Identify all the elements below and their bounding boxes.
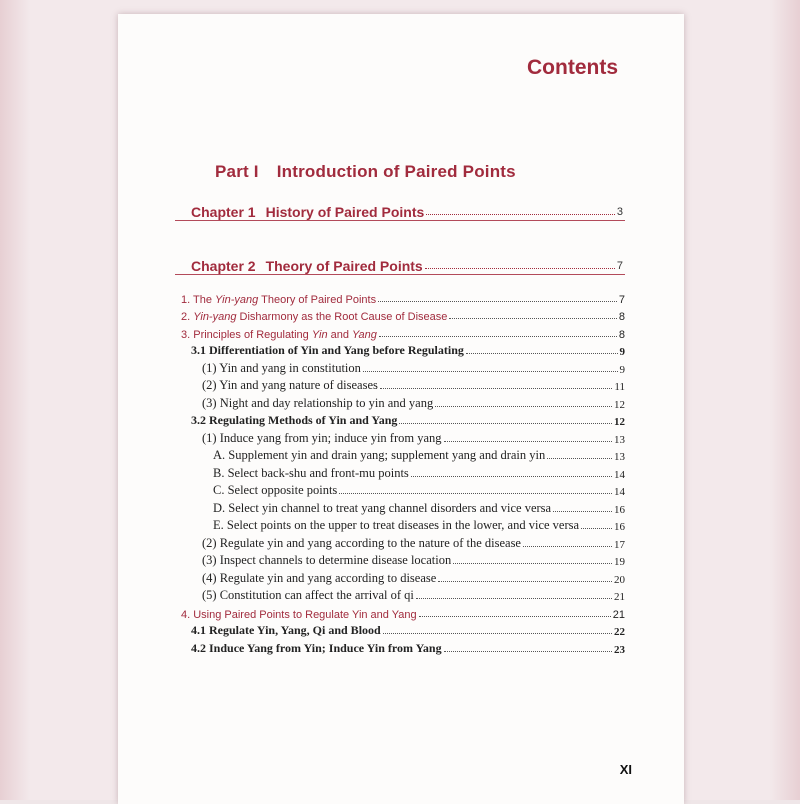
chapter-2-page: 7 — [616, 260, 623, 272]
toc-entry-page: 16 — [614, 503, 625, 516]
leader-dots — [399, 423, 612, 424]
leader-dots — [416, 598, 612, 599]
toc-entries — [175, 288, 625, 656]
leader-dots — [553, 511, 612, 512]
toc-entry-page: 13 — [614, 433, 625, 446]
toc-entry[interactable] — [175, 498, 625, 516]
toc-entry-page: 17 — [614, 538, 625, 551]
toc-entry[interactable] — [175, 411, 625, 429]
toc-entry[interactable] — [175, 481, 625, 499]
toc-entry-page: 8 — [618, 328, 625, 341]
toc-entry-page: 19 — [614, 556, 625, 568]
leader-dots — [411, 476, 612, 477]
toc-entry[interactable] — [175, 638, 625, 656]
chapter-2-title: Theory of Paired Points — [265, 258, 423, 274]
toc-entry[interactable] — [175, 393, 625, 411]
leader-dots — [426, 214, 615, 215]
toc-entry-page: 9 — [619, 346, 625, 358]
leader-dots — [378, 301, 617, 302]
toc-entry-page: 22 — [614, 626, 625, 638]
toc-entry-title: (3) Night and day relationship to yin and yang — [202, 395, 434, 410]
toc-entry-title: 3.2 Regulating Methods of Yin and Yang — [191, 413, 398, 427]
toc-entry[interactable] — [175, 568, 625, 586]
leader-dots — [449, 318, 616, 319]
chapter-1-title: History of Paired Points — [265, 204, 425, 220]
toc-entry[interactable] — [175, 516, 625, 534]
toc-entry-title: 2. Yin-yang Disharmony as the Root Cause of Disease — [181, 311, 448, 323]
part-title: Introduction of Paired Points — [276, 162, 516, 181]
toc-entry-page: 12 — [614, 398, 625, 411]
toc-entry-title: A. Supplement yin and drain yang; supplement yang and drain yin — [213, 448, 546, 462]
toc-entry-title: 4.2 Induce Yang from Yin; Induce Yin from Yang — [191, 640, 442, 655]
toc-entry[interactable] — [175, 533, 625, 551]
toc-entry-title: (1) Induce yang from yin; induce yin from yang — [202, 430, 442, 445]
chapter-2-number: Chapter 2 — [191, 258, 256, 274]
leader-dots — [444, 651, 612, 652]
chapter-2-row[interactable] — [175, 252, 625, 275]
toc-entry-page: 16 — [614, 521, 625, 533]
leader-dots — [363, 371, 618, 372]
toc-entry-title: 4.1 Regulate Yin, Yang, Qi and Blood — [191, 623, 381, 637]
toc-entry-page: 21 — [612, 608, 625, 621]
toc-entry-title: 3. Principles of Regulating Yin and Yang — [181, 328, 377, 341]
leader-dots — [581, 528, 612, 529]
toc-entry-page: 13 — [614, 451, 625, 463]
toc-entry-page: 21 — [614, 591, 625, 603]
toc-entry[interactable] — [175, 358, 625, 376]
leader-dots — [419, 616, 611, 617]
leader-dots — [547, 458, 612, 459]
toc-entry-title: E. Select points on the upper to treat diseases in the lower, and vice versa — [213, 518, 580, 532]
leader-dots — [339, 493, 612, 494]
chapter-2-label — [175, 258, 423, 274]
leader-dots — [383, 633, 612, 634]
toc-entry[interactable] — [175, 376, 625, 394]
leader-dots — [380, 388, 613, 389]
toc-entry-page: 7 — [618, 293, 625, 306]
toc-entry-title: 3.1 Differentiation of Yin and Yang before Regulating — [191, 343, 464, 357]
toc-entry-page: 20 — [614, 573, 625, 586]
part-number: Part I — [215, 162, 259, 181]
toc-entry[interactable] — [175, 551, 625, 569]
toc-entry[interactable] — [175, 288, 625, 306]
toc-entry[interactable] — [175, 306, 625, 324]
toc-entry[interactable] — [175, 446, 625, 464]
toc-entry-title: (2) Yin and yang nature of diseases — [202, 378, 378, 392]
chapter-1-label — [175, 204, 424, 220]
leader-dots — [379, 336, 617, 337]
leader-dots — [425, 268, 615, 269]
leader-dots — [523, 546, 612, 547]
contents-heading: Contents — [527, 56, 618, 79]
toc-entry-page: 11 — [614, 381, 625, 393]
chapter-1-row[interactable] — [175, 198, 625, 221]
toc-entry-title: (4) Regulate yin and yang according to disease — [202, 570, 437, 585]
toc-entry-page: 8 — [618, 311, 625, 323]
leader-dots — [444, 441, 612, 442]
toc-entry-title: C. Select opposite points — [213, 483, 338, 497]
toc-entry[interactable] — [175, 463, 625, 481]
toc-entry-title: B. Select back-shu and front-mu points — [213, 465, 409, 480]
toc-entry[interactable] — [175, 621, 625, 639]
toc-entry[interactable] — [175, 341, 625, 359]
toc-entry-page: 23 — [614, 643, 625, 656]
toc-entry-page: 9 — [619, 363, 625, 376]
chapter-1-page: 3 — [616, 206, 623, 218]
page-folio: XI — [619, 762, 632, 777]
part-heading — [215, 162, 516, 182]
leader-dots — [466, 353, 618, 354]
toc-entry-title: (1) Yin and yang in constitution — [202, 360, 361, 375]
toc-entry[interactable] — [175, 323, 625, 341]
toc-entry[interactable] — [175, 428, 625, 446]
toc-entry-page: 12 — [614, 416, 625, 428]
leader-dots — [453, 563, 612, 564]
toc-entry-title: (3) Inspect channels to determine disease location — [202, 553, 452, 567]
toc-entry-title: (2) Regulate yin and yang according to the nature of the disease — [202, 535, 521, 550]
chapter-1-number: Chapter 1 — [191, 204, 256, 220]
leader-dots — [438, 581, 612, 582]
toc-entry[interactable] — [175, 603, 625, 621]
toc-entry-page: 14 — [614, 468, 625, 481]
leader-dots — [435, 406, 612, 407]
toc-entry[interactable] — [175, 586, 625, 604]
toc-entry-title: 1. The Yin-yang Theory of Paired Points — [181, 293, 377, 306]
toc-entry-title: D. Select yin channel to treat yang channel disorders and vice versa — [213, 500, 552, 515]
toc-entry-page: 14 — [614, 486, 625, 498]
toc-entry-title: 4. Using Paired Points to Regulate Yin and Yang — [181, 608, 417, 621]
toc-entry-title: (5) Constitution can affect the arrival of qi — [202, 588, 414, 602]
